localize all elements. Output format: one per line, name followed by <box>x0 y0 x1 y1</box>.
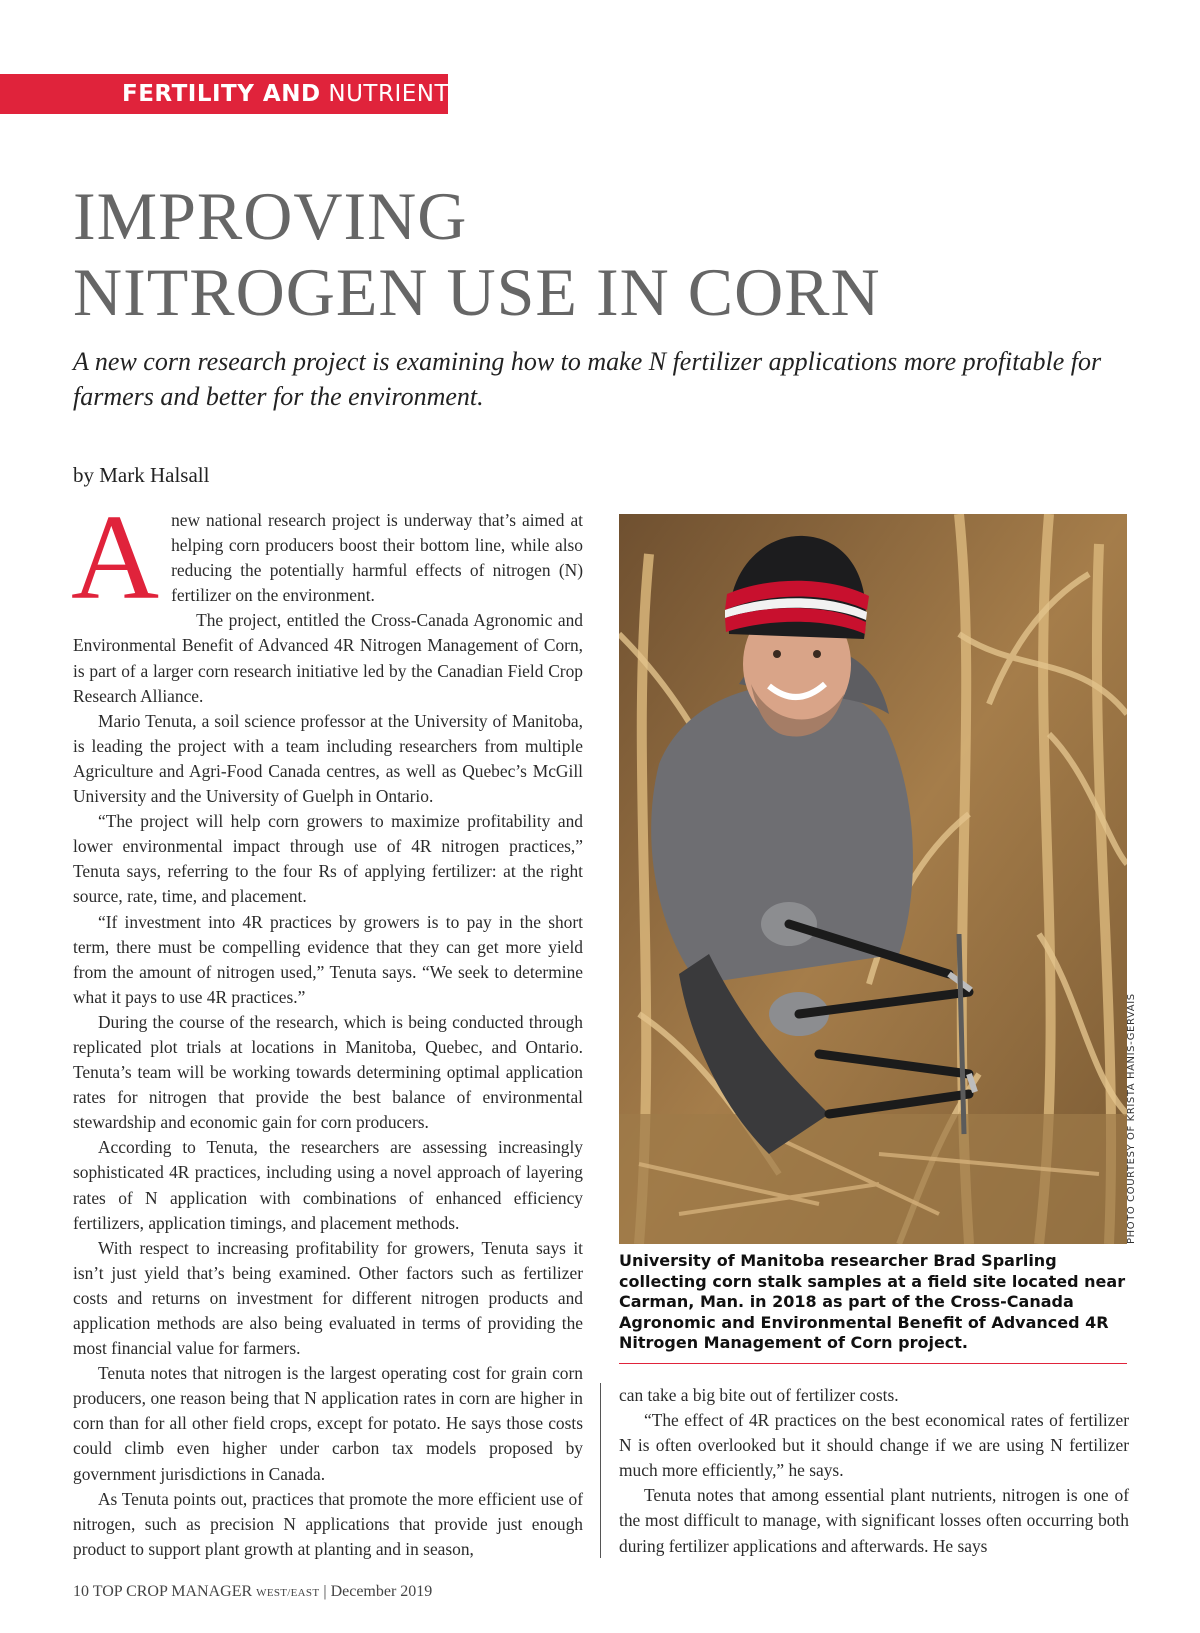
issue-date: December 2019 <box>330 1583 433 1600</box>
article-paragraph: Tenuta notes that nitrogen is the largest operating cost for grain corn producers, one reason being that N application rates in corn are higher in corn than for all other field crops, except for potato. He says those costs could climb even higher under carbon tax models proposed by government jurisdictions in Canada. <box>73 1363 583 1484</box>
dropcap: A <box>71 490 160 625</box>
headline <box>73 178 1133 330</box>
article-column-right <box>619 1383 1129 1559</box>
photo-illustration <box>619 514 1127 1244</box>
lead-text: new national research project is underway that’s aimed at helping corn producers boost their bottom line, while also reducing the potentially harmful effects of nitrogen (N) fertilizer on the environment. <box>171 510 583 606</box>
headline-line-1: IMPROVING <box>73 178 468 254</box>
article-paragraph: “The project will help corn growers to maximize profitability and lower environmental impact through use of 4R nitrogen practices,” Tenuta says, referring to the four Rs of applying fertilizer: at the right source, rate, time, and placement. <box>73 811 583 907</box>
section-label-light: NUTRIENTS <box>328 81 465 107</box>
article-paragraph: “The effect of 4R practices on the best economical rates of fertilizer N is often overlooked but it should change if we are using N fertilizer much more efficiently,” he says. <box>619 1410 1129 1481</box>
photo-credit: PHOTO COURTESY OF KRISTA HANIS-GERVAIS <box>1126 993 1137 1244</box>
byline: by Mark Halsall <box>73 463 210 487</box>
section-tab <box>0 74 465 114</box>
article-paragraph: As Tenuta points out, practices that promote the more efficient use of nitrogen, such as precision N applications that provide just enough product to support plant growth at planting and in season, <box>73 1488 583 1559</box>
article-paragraph: Mario Tenuta, a soil science professor at the University of Manitoba, is leading the project with a team including researchers from multiple Agriculture and Agri-Food Canada centres, as well as Quebec’s McGill University and the University of Guelph in Ontario. <box>73 710 583 807</box>
section-label-bold: FERTILITY AND <box>122 81 321 107</box>
page-number: 10 <box>73 1583 89 1600</box>
article-column-left <box>71 490 583 1562</box>
page-footer <box>73 1583 432 1601</box>
lead-paragraph <box>71 490 583 625</box>
photo-caption: University of Manitoba researcher Brad Sparling collecting corn stalk samples at a field site located near Carman, Man. in 2018 as part of the Cross-Canada Agronomic and Environmental Benefit of Advanced 4R Nitrogen Management of Corn project. <box>619 1251 1126 1352</box>
article-photo <box>619 514 1127 1244</box>
article-paragraph: Tenuta notes that among essential plant nutrients, nitrogen is one of the most difficult to manage, with significant losses often occurring both during fertilizer applications and afterwards. He says <box>619 1485 1129 1556</box>
footer-separator: | <box>323 1583 327 1600</box>
article-paragraph: With respect to increasing profitability for growers, Tenuta says it isn’t just yield that’s being examined. Other factors such as fertilizer costs and returns on investment for different nitrogen products and application methods are also being evaluated in terms of providing the most financial value for farmers. <box>73 1237 583 1359</box>
magazine-edition: WEST/EAST <box>256 1587 320 1599</box>
magazine-name: TOP CROP MANAGER <box>92 1583 253 1600</box>
article-paragraph: “If investment into 4R practices by growers is to pay in the short term, there must be compelling evidence that they can get more yield from the amount of nitrogen used,” Tenuta says. “We seek to determine what it pays to use 4R practices.” <box>73 911 583 1007</box>
column-divider <box>600 1383 601 1558</box>
caption-rule <box>619 1363 1127 1364</box>
headline-line-2: NITROGEN USE IN CORN <box>73 254 881 330</box>
deck: A new corn research project is examining how to make N fertilizer applications more profitable for farmers and better for the environment. <box>73 347 1102 411</box>
article-paragraph: The project, entitled the Cross-Canada Agronomic and Environmental Benefit of Advanced 4R Nitrogen Management of Corn, is part of a larger corn research initiative led by the Canadian Field Crop Research Alliance. <box>73 610 583 706</box>
article-paragraph-continued: can take a big bite out of fertilizer costs. <box>619 1385 899 1405</box>
article-paragraph: During the course of the research, which is being conducted through replicated plot trials at locations in Manitoba, Quebec, and Ontario. Tenuta’s team will be working towards determining optimal application rates for nitrogen that provide the best balance of environmental stewardship and economic gain for corn producers. <box>73 1011 583 1133</box>
article-paragraph: According to Tenuta, the researchers are assessing increasingly sophisticated 4R practices, including using a novel approach of layering rates of N application with combinations of enhanced efficiency fertilizers, application timings, and placement methods. <box>73 1137 583 1233</box>
